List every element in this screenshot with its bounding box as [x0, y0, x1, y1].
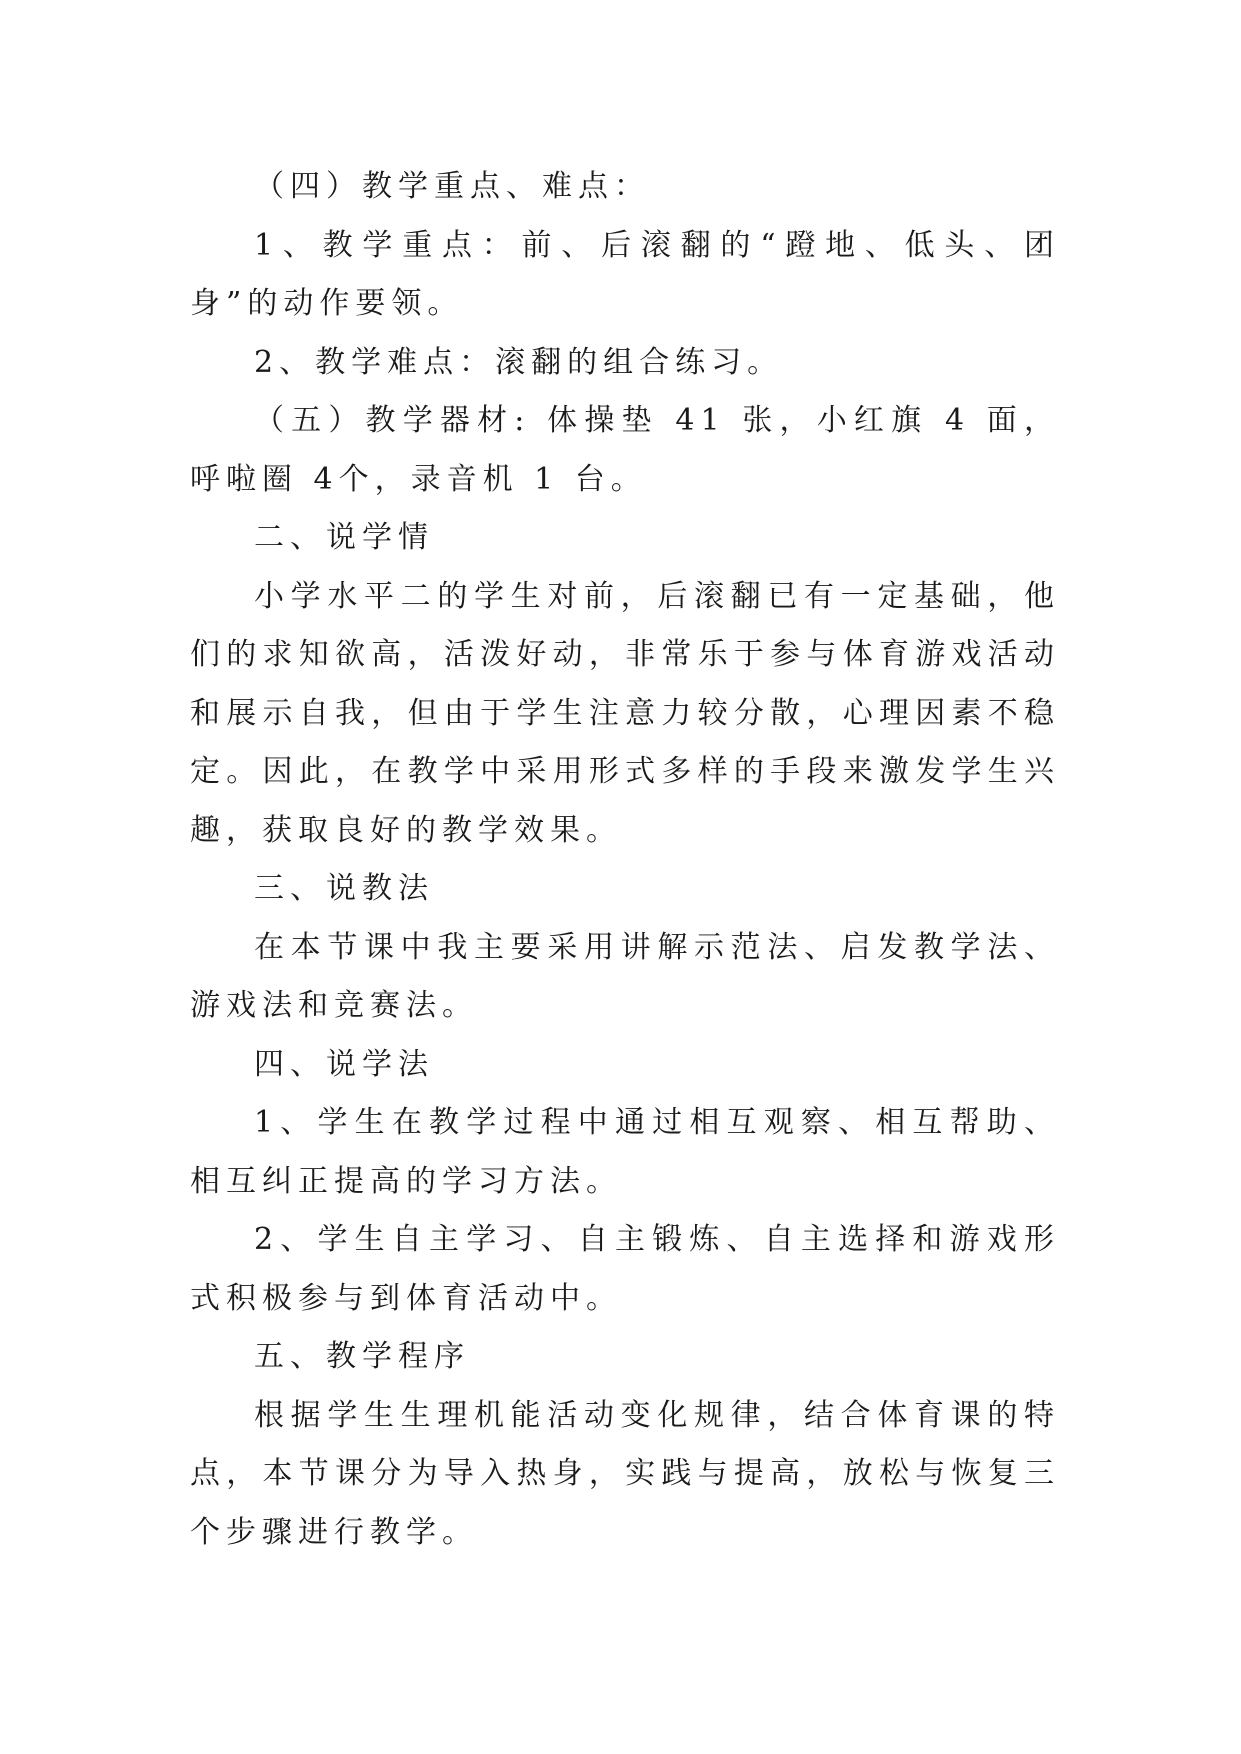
key-point-1: 1、教学重点：前、后滚翻的“蹬地、低头、团身”的动作要领。	[190, 227, 1060, 321]
heading-teaching-methods: 三、说教法	[254, 871, 434, 906]
teaching-methods-paragraph: 在本节课中我主要采用讲解示范法、启发教学法、游戏法和竞赛法。	[190, 929, 1060, 1023]
key-point-2: 2、教学难点：滚翻的组合练习。	[254, 344, 784, 380]
heading-teaching-procedure: 五、教学程序	[254, 1339, 470, 1374]
heading-student-analysis: 二、说学情	[254, 520, 434, 555]
section-5-equipment: （五）教学器材: 体操垫 41 张，小红旗 4 面，呼啦圈 4个，录音机 1 台。	[190, 403, 1060, 497]
section-4-heading: （四）教学重点、难点：	[254, 169, 650, 204]
learning-method-2: 2、学生自主学习、自主锻炼、自主选择和游戏形式积极参与到体育活动中。	[190, 1222, 1060, 1316]
learning-method-1: 1、学生在教学过程中通过相互观察、相互帮助、相互纠正提高的学习方法。	[190, 1105, 1060, 1199]
document-body	[190, 158, 1060, 1562]
teaching-procedure-paragraph: 根据学生生理机能活动变化规律，结合体育课的特点，本节课分为导入热身，实践与提高，放松与恢复三个步骤进行教学。	[190, 1397, 1060, 1550]
heading-learning-methods: 四、说学法	[254, 1046, 434, 1082]
student-analysis-paragraph: 小学水平二的学生对前，后滚翻已有一定基础，他们的求知欲高，活泼好动，非常乐于参与体育游戏活动和展示自我，但由于学生注意力较分散，心理因素不稳定。因此，在教学中采用形式多样的手段来激发学生兴趣，获取良好的教学效果。	[190, 578, 1060, 848]
